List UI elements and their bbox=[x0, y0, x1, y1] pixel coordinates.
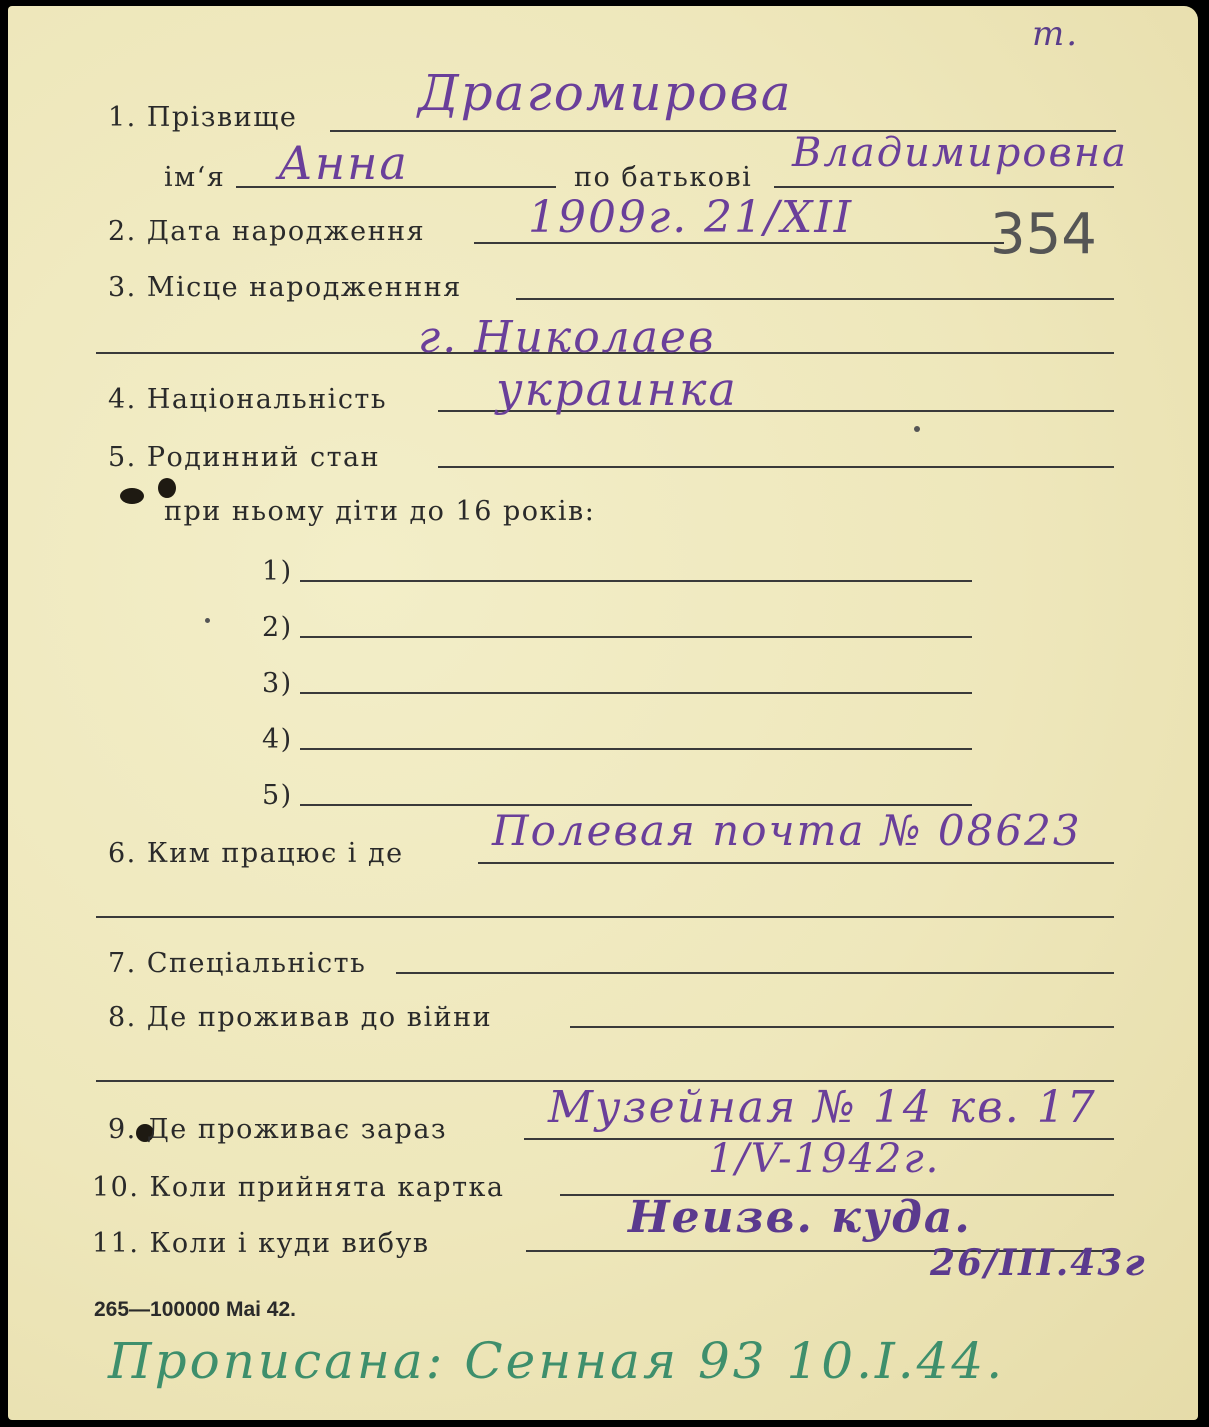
surname-value: Драгомирова bbox=[418, 64, 793, 122]
departed-label: 11. Коли і куди вибув bbox=[92, 1228, 430, 1259]
card-accepted-value: 1/V-1942г. bbox=[708, 1136, 941, 1182]
work-label: 6. Ким працює і де bbox=[108, 838, 404, 869]
birth-place-label: 3. Місце народженння bbox=[108, 272, 462, 303]
print-code: 265—100000 Mai 42. bbox=[94, 1298, 296, 1321]
card-accepted-label: 10. Коли прийнята картка bbox=[92, 1172, 505, 1203]
nationality-value: украинка bbox=[496, 362, 738, 416]
current-residence-label: 9. Де проживає зараз bbox=[108, 1114, 448, 1145]
child-number-2: 2) bbox=[262, 612, 293, 643]
prewar-residence-label: 8. Де проживав до війни bbox=[108, 1002, 493, 1033]
work-line-2 bbox=[96, 916, 1114, 918]
birth-place-line bbox=[516, 298, 1114, 300]
punch-hole bbox=[120, 488, 144, 504]
registered-note: Прописана: Сенная 93 10.I.44. bbox=[108, 1332, 1006, 1390]
marital-status-label: 5. Родинний стан bbox=[108, 442, 381, 473]
child-line-4 bbox=[300, 748, 972, 750]
birth-place-value: г. Николаев bbox=[418, 312, 716, 363]
patronymic-value: Владимировна bbox=[792, 130, 1128, 176]
birth-date-value: 1909г. 21/XII bbox=[528, 192, 854, 243]
ink-dot bbox=[914, 426, 920, 432]
specialty-line bbox=[396, 972, 1114, 974]
child-line-2 bbox=[300, 636, 972, 638]
birth-date-label: 2. Дата народження bbox=[108, 216, 426, 247]
patronymic-label: по батькові bbox=[574, 162, 753, 193]
work-line bbox=[478, 862, 1114, 864]
child-line-1 bbox=[300, 580, 972, 582]
corner-mark: т. bbox=[1032, 14, 1080, 54]
specialty-label: 7. Спеціальність bbox=[108, 948, 367, 979]
child-number-3: 3) bbox=[262, 668, 293, 699]
children-label: при ньому діти до 16 років: bbox=[164, 496, 596, 527]
child-number-5: 5) bbox=[262, 780, 293, 811]
current-residence-value: Музейная № 14 кв. 17 bbox=[548, 1082, 1097, 1133]
work-value: Полевая почта № 08623 bbox=[492, 806, 1082, 855]
departed-date: 26/III.43г bbox=[930, 1242, 1147, 1284]
prewar-residence-line bbox=[570, 1026, 1114, 1028]
side-number: 354 bbox=[990, 202, 1097, 267]
given-name-label: ім‘я bbox=[164, 162, 226, 193]
registration-card bbox=[8, 6, 1198, 1420]
ink-dot bbox=[205, 618, 210, 623]
nationality-label: 4. Національність bbox=[108, 384, 388, 415]
surname-label: 1. Прізвище bbox=[108, 102, 298, 133]
marital-status-line bbox=[438, 466, 1114, 468]
child-number-1: 1) bbox=[262, 556, 293, 587]
punch-hole bbox=[158, 478, 176, 498]
patronymic-line bbox=[774, 186, 1114, 188]
child-line-3 bbox=[300, 692, 972, 694]
given-name-value: Анна bbox=[278, 136, 409, 190]
child-number-4: 4) bbox=[262, 724, 293, 755]
departed-value: Неизв. куда. bbox=[628, 1192, 972, 1243]
